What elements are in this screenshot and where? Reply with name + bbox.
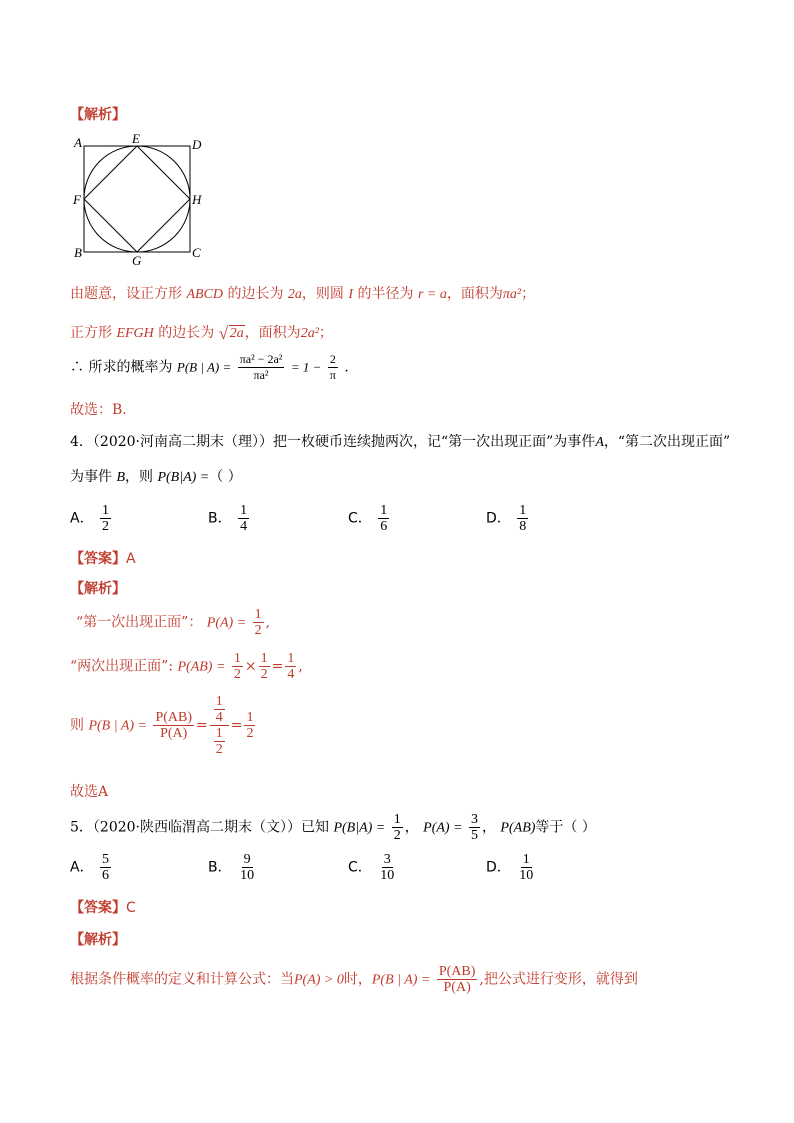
fraction: $\frac{3}{10}$	[380, 852, 395, 883]
q4-sol-line3: 则 P(B | A) = $\frac{P(AB)}{P(A)}$ = $\frac{\frac{1}{4}}{\frac{1}{2}}$ = $\frac{1}{2}$	[70, 694, 254, 757]
q5-option-b: B． $\frac{9}{10}$	[208, 852, 255, 883]
fraction: $\frac{2}{\pi}$	[329, 352, 336, 382]
q4-answer: 【答案】A	[70, 551, 136, 567]
fraction: $\frac{\text{πa² − 2a²}}{\text{πa²}}$	[239, 352, 283, 382]
fraction: $\frac{1}{2}$	[393, 812, 401, 843]
fraction: $\frac{1}{6}$	[380, 503, 388, 534]
sqrt-expr: √ 2a	[218, 324, 244, 343]
fraction: $\frac{1}{2}$	[233, 651, 241, 682]
inscribed-circle	[84, 146, 190, 252]
label-c: C	[192, 245, 201, 260]
square-efgh	[84, 146, 190, 252]
q4-option-d: D． $\frac{1}{8}$	[486, 503, 527, 534]
sol3-choice: 故选：B.	[70, 402, 127, 418]
q5-stem: 5．（2020·陕西临渭高二期末（文））已知 P(B|A) = $\frac{1}{2}$ ， P(A) = $\frac{3}{5}$ ， P(AB)等于（ ）	[70, 812, 596, 843]
q4-sol-line1: “第一次出现正面”： P(A) = $\frac{1}{2}$ ,	[76, 607, 271, 638]
fraction: $\frac{1}{10}$	[519, 852, 534, 883]
label-e: E	[132, 132, 140, 146]
fraction: $\frac{5}{6}$	[102, 852, 110, 883]
q4-option-c: C． $\frac{1}{6}$	[348, 503, 388, 534]
fraction: $\frac{1}{2}$	[254, 607, 262, 638]
sol3-line1: 由题意，设正方形 ABCD 的边长为 2a，则圆 I 的半径为 r = a，面积为πa²；	[70, 286, 536, 302]
label-a: A	[74, 135, 82, 150]
label-h: H	[192, 192, 202, 207]
fraction: $\frac{1}{4}$	[287, 651, 295, 682]
q4-sol-line2: “两次出现正面”: P(AB) = $\frac{1}{2}$ × $\frac{1}{2}$ = $\frac{1}{4}$ ,	[70, 651, 303, 682]
fraction: $\frac{P(AB)}{P(A)}$	[438, 964, 476, 995]
q4-stem-line1: 4．（2020·河南高二期末（理））把一枚硬币连续抛两次，记“第一次出现正面”为事件A，“第二次出现正面”	[70, 434, 731, 450]
q4-analysis-tag: 【解析】	[70, 581, 126, 597]
q5-option-c: C． $\frac{3}{10}$	[348, 852, 395, 883]
q5-answer: 【答案】C	[70, 900, 136, 916]
label-b: B	[74, 245, 82, 260]
fraction: $\frac{1}{4}$	[240, 503, 248, 534]
fraction: $\frac{1}{2}$	[246, 710, 254, 741]
fraction: $\frac{1}{2}$	[260, 651, 268, 682]
label-d: D	[192, 137, 202, 152]
q4-stem-line2: 为事件 B，则 P(B|A) =（ ）	[70, 469, 242, 485]
label-g: G	[132, 253, 142, 268]
q5-analysis-tag: 【解析】	[70, 932, 126, 948]
q5-sol-line: 根据条件概率的定义和计算公式：当P(A) > 0时，P(B | A) = $\frac{P(AB)}{P(A)}$ ,把公式进行变形，就得到	[70, 964, 638, 995]
q5-option-a: A． $\frac{5}{6}$	[70, 852, 110, 883]
fraction: $\frac{3}{5}$	[470, 812, 478, 843]
q4-choice: 故选A	[70, 784, 109, 800]
sol3-line2: 正方形 EFGH 的边长为 √ 2a，面积为2a²；	[70, 324, 333, 343]
label-f: F	[73, 192, 81, 207]
fraction: $\frac{1}{8}$	[519, 503, 527, 534]
square-circle-figure	[68, 132, 208, 268]
q4-option-a: A． $\frac{1}{2}$	[70, 503, 110, 534]
sol3-line3: ∴ 所求的概率为 P(B | A) = $\frac{\text{πa² − 2a²}}{\text{πa²}}$ = 1 − $\frac{2}{\pi}$ .	[70, 352, 349, 382]
fraction: $\frac{9}{10}$	[240, 852, 255, 883]
q5-option-d: D． $\frac{1}{10}$	[486, 852, 534, 883]
analysis-tag: 【解析】	[70, 107, 126, 123]
complex-fraction: $\frac{\frac{1}{4}}{\frac{1}{2}}$	[210, 694, 229, 757]
square-abcd	[84, 146, 190, 252]
fraction: $\frac{1}{2}$	[102, 503, 110, 534]
fraction: $\frac{P(AB)}{P(A)}$	[155, 710, 192, 741]
q4-option-b: B． $\frac{1}{4}$	[208, 503, 248, 534]
